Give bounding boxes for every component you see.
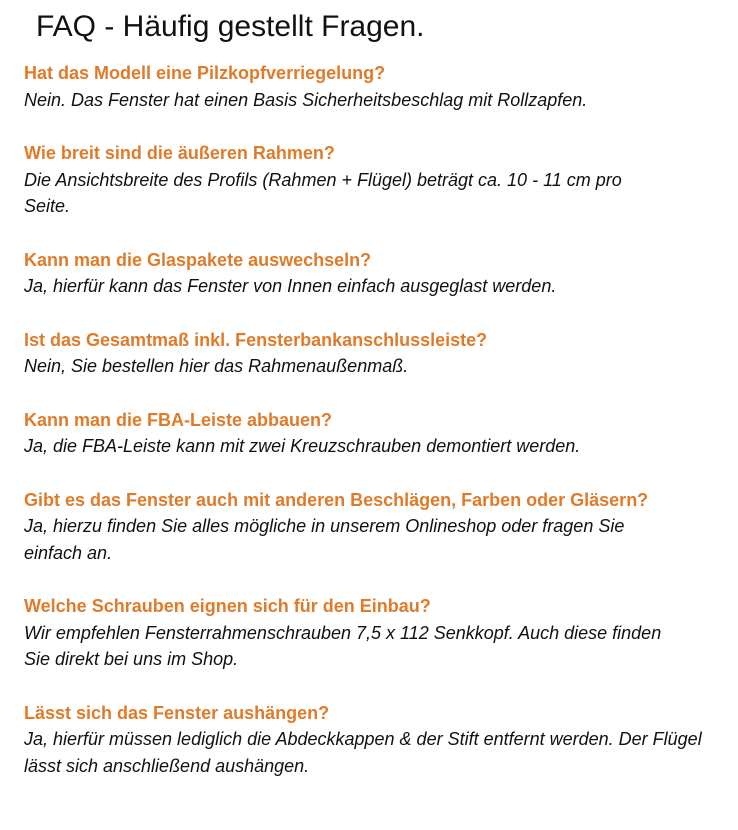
- faq-answer: Ja, hierfür kann das Fenster von Innen einfach ausgeglast werden.: [24, 276, 557, 296]
- faq-question: Wie breit sind die äußeren Rahmen?: [24, 143, 335, 163]
- faq-answer: Ja, hierzu finden Sie alles mögliche in unserem Onlineshop oder fragen Sie einfach an.: [24, 516, 625, 563]
- faq-item: [24, 407, 724, 460]
- faq-item: [24, 60, 684, 113]
- faq-question: Hat das Modell eine Pilzkopfverriegelung?: [24, 63, 386, 83]
- faq-list: [24, 60, 724, 806]
- faq-item: [24, 247, 724, 300]
- faq-question: Kann man die FBA-Leiste abbauen?: [24, 409, 333, 430]
- faq-answer: Nein. Das Fenster hat einen Basis Sicherheitsbeschlag mit Rollzapfen.: [24, 89, 588, 110]
- faq-answer: Nein, Sie bestellen hier das Rahmenaußenmaß.: [24, 356, 409, 376]
- faq-answer: Ja, die FBA-Leiste kann mit zwei Kreuzschrauben demontiert werden.: [24, 436, 581, 456]
- faq-answer: Ja, hierfür müssen lediglich die Abdeckkappen & der Stift entfernt werden. Der Flügel lässt sich anschließend aushängen.: [24, 729, 702, 776]
- faq-question: Lässt sich das Fenster aushängen?: [24, 702, 330, 723]
- faq-item: [24, 487, 664, 567]
- faq-question: Kann man die Glaspakete auswechseln?: [24, 249, 372, 270]
- faq-question: Welche Schrauben eignen sich für den Einbau?: [24, 596, 431, 616]
- faq-item: [24, 593, 684, 673]
- faq-question: Gibt es das Fenster auch mit anderen Beschlägen, Farben oder Gläsern?: [24, 489, 649, 510]
- faq-question: Ist das Gesamtmaß inkl. Fensterbankanschlussleiste?: [24, 329, 488, 350]
- faq-answer: Wir empfehlen Fensterrahmenschrauben 7,5 x 112 Senkkopf. Auch diese finden Sie direkt bei uns im Shop.: [24, 622, 662, 669]
- faq-item: [24, 327, 724, 380]
- faq-item: [24, 700, 724, 780]
- faq-answer: Die Ansichtsbreite des Profils (Rahmen + Flügel) beträgt ca. 10 - 11 cm pro Seite.: [24, 169, 622, 216]
- page-title: FAQ - Häufig gestellt Fragen.: [36, 10, 425, 43]
- faq-item: [24, 140, 634, 220]
